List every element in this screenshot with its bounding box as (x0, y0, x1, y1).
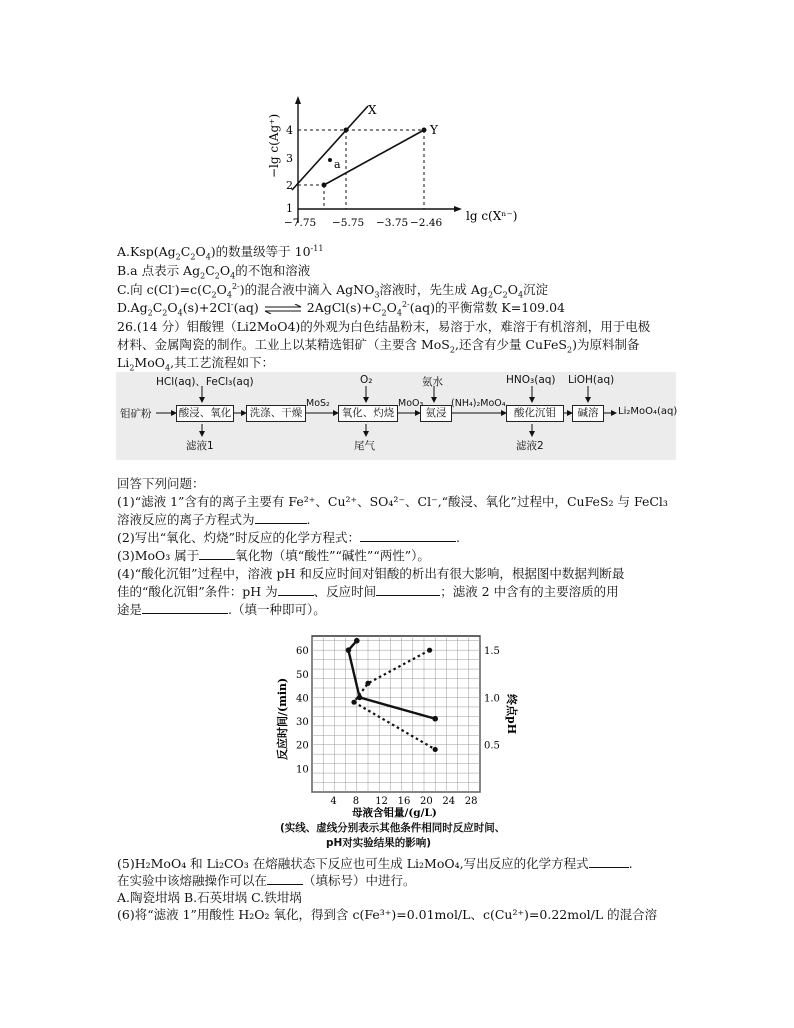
option-a: $A.Ksp(Ag_2C_2O_4)$的数量级等于 $10^{-11}$ (117, 243, 324, 262)
x-tick-label: 20 (420, 796, 433, 807)
x-tick-3: −3.75 (376, 217, 409, 229)
output-filtrate-2: 滤液2 (516, 440, 544, 452)
reagent-ammonia: 氨水 (422, 376, 443, 388)
ksp-graph (262, 96, 522, 236)
y-right-tick-label: 1.0 (484, 693, 500, 705)
q4-line-b: 佳的“酸化沉钼”条件：pH 为 、反应时间 ；滤液 2 中含有的主要溶质的用 (117, 584, 619, 599)
q1-line-a: (1)“滤液 1”含有的离子主要有 Fe²⁺、Cu²⁺、SO₄²⁻、Cl⁻,“酸浸、氧化”过程中，CuFeS₂ 与 FeCl₃ (117, 494, 668, 509)
output-tail-gas: 尾气 (354, 440, 375, 452)
arrow-label-ammonium-molybdate: (NH₄)₂MoO₄ (451, 398, 506, 409)
option-d: $D.Ag_2C_2O_4(s)+2Cl^-(aq)$ $2AgCl(s)+C_2O_4^{2-}(aq)$的平衡常数 K=109.04 (117, 299, 565, 318)
x-axis-label: lg c(Xⁿ⁻) (466, 209, 518, 223)
y-left-tick-label: 10 (296, 764, 309, 776)
x-tick-label: 4 (330, 796, 337, 807)
ph-point (351, 700, 356, 705)
x-tick-label: 12 (375, 796, 388, 807)
q3-line: (3)MoO₃ 属于 氧化物（填“酸性”“碱性”“两性”）。 (117, 548, 430, 563)
point-a (328, 158, 332, 162)
y-left-tick-label: 30 (296, 717, 309, 729)
q26-intro-3: $Li_2MoO_4$,其工艺流程如下： (117, 355, 275, 373)
molybdenum-precipitation-chart (268, 632, 528, 818)
flow-step-ammonia-leach: 氨浸 (420, 405, 452, 422)
y-right-axis-label: 终点pH (505, 694, 518, 735)
x-tick-label: 24 (442, 796, 456, 807)
chart-caption-2: pH对实验结果的影响) (326, 837, 432, 849)
y-tick-4: 4 (286, 124, 293, 137)
x-tick-4: −2.46 (410, 217, 443, 229)
y-tick-3: 3 (286, 152, 293, 165)
arrow-label-moo3: MoO₃ (398, 398, 424, 409)
q2-line: (2)写出“氧化、灼烧”时反应的化学方程式： . (117, 530, 460, 545)
x-axis-label: 母液含钼量/(g/L) (352, 807, 437, 818)
y-left-axis-label: 反应时间/(min) (276, 677, 289, 760)
x-tick-label: 8 (352, 796, 360, 807)
y-axis-label: −lg c(Ag⁺) (267, 113, 281, 178)
q4-line-a: (4)“酸化沉钼”过程中，溶液 pH 和反应时间对钼酸的析出有很大影响，根据图中数据判断最 (117, 566, 625, 581)
reagent-o2: O₂ (360, 374, 373, 386)
answers-head: 回答下列问题： (117, 476, 205, 491)
y-left-tick-label: 20 (296, 740, 309, 752)
y-right-tick-label: 1.5 (484, 646, 500, 658)
q26-intro-2: 材料、金属陶瓷的制作。工业上以某精选钼矿（主要含 MoS$_2$,还含有少量 CuFeS$_2$)为原料制备 (117, 337, 640, 355)
y-left-tick-label: 50 (296, 669, 309, 681)
reaction-time-point (432, 716, 438, 722)
q5-line-b: 在实验中该熔融操作可以在 （填标号）中进行。 (117, 873, 416, 888)
q1-line-b: 溶液反应的离子方程式为 . (117, 512, 311, 527)
flow-end: Li₂MoO₄(aq) (618, 406, 678, 417)
y-tick-2: 2 (286, 179, 293, 192)
q4-line-c: 途是 .（填一种即可）。 (117, 602, 326, 617)
output-filtrate-1: 滤液1 (186, 440, 214, 452)
flow-step-acid-precipitate: 酸化沉钼 (506, 405, 564, 422)
y-right-tick-label: 0.5 (484, 740, 500, 752)
y-left-tick-label: 60 (296, 646, 309, 658)
q5-options: A.陶瓷坩埚 B.石英坩埚 C.铁坩埚 (117, 890, 302, 905)
label-a: a (334, 158, 341, 171)
flow-start: 钼矿粉 (120, 408, 152, 420)
equilibrium-arrow-icon (263, 304, 303, 314)
option-c: C.向 $c(Cl^-)=c(C_2O_4^{2-})$的混合液中滴入 AgNO$_3$溶液时，先生成 $Ag_2C_2O_4$沉淀 (117, 281, 549, 300)
x-tick-label: 16 (397, 796, 411, 807)
x-tick-label: 28 (464, 796, 478, 807)
flow-step-alkali-dissolve: 碱溶 (572, 405, 604, 422)
flow-step-leach-oxidize: 酸浸、氧化 (176, 405, 234, 422)
x-tick-1: −7.75 (284, 217, 317, 229)
ph-point (427, 648, 432, 653)
x-tick-2: −5.75 (332, 217, 365, 229)
option-b: B.a 点表示 $Ag_2C_2O_4$的不饱和溶液 (117, 263, 311, 281)
reagent-hcl-fecl3: HCl(aq)、FeCl₃(aq) (156, 376, 254, 388)
q6-line: (6)将“滤液 1”用酸性 H₂O₂ 氧化，得到含 c(Fe³⁺)=0.01mol/L、c(Cu²⁺)=0.22mol/L 的混合溶 (117, 907, 658, 922)
q5-line-a: (5)H₂MoO₄ 和 Li₂CO₃ 在熔融状态下反应也可生成 Li₂MoO₄,写出反应的化学方程式 . (117, 856, 633, 871)
reaction-time-point (354, 638, 360, 644)
flow-step-roast: 氧化、灼烧 (338, 405, 398, 422)
arrow-label-mos2: MoS₂ (306, 398, 330, 409)
reagent-lioh: LiOH(aq) (568, 374, 615, 386)
q26-intro-1: 26.(14 分）钼酸锂（Li2MoO4)的外观为白色结晶粉末，易溶于水，难溶于有机溶剂，用于电极 (117, 319, 651, 334)
label-y: Y (430, 123, 438, 137)
y-left-tick-label: 40 (296, 693, 309, 705)
ph-point (433, 747, 438, 752)
reagent-hno3: HNO₃(aq) (506, 374, 556, 386)
line-x (292, 106, 368, 190)
reaction-time-point (346, 647, 352, 653)
flow-step-wash-dry: 洗涤、干燥 (246, 405, 306, 422)
label-x: X (368, 103, 377, 117)
chart-caption-1: (实线、虚线分别表示其他条件相同时反应时间、 (280, 822, 506, 834)
ph-point (365, 681, 370, 686)
y-tick-1: 1 (286, 202, 293, 215)
process-flowchart (116, 372, 676, 460)
